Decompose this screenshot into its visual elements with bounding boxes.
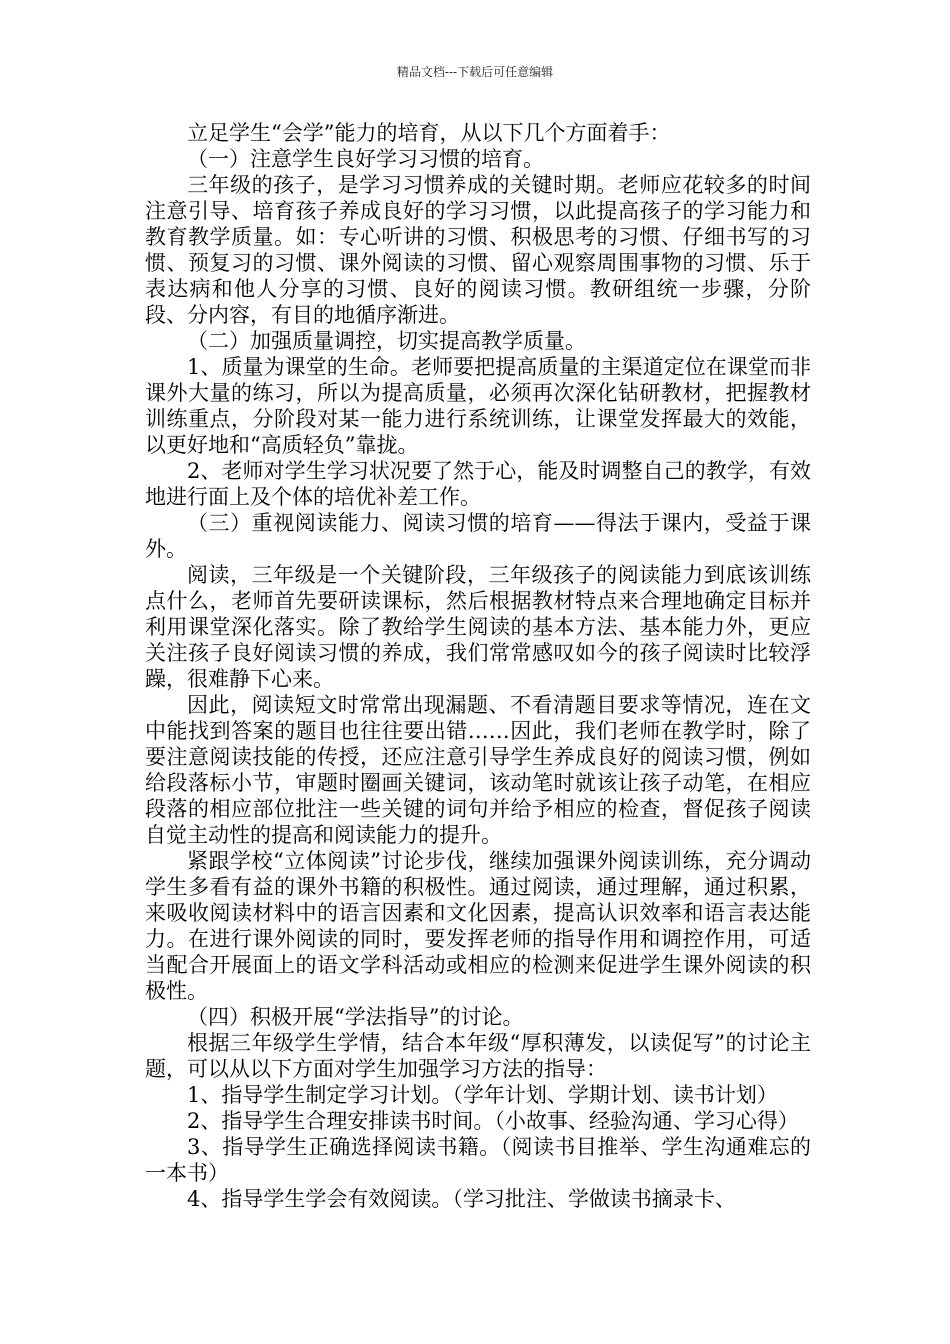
paragraph: 三年级的孩子，是学习习惯养成的关键时期。老师应花较多的时间注意引导、培育孩子养成良好的学习习惯，以此提高孩子的学习能力和教育教学质量。如：专心听讲的习惯、积极思考的习惯、仔细书写的习惯、预复习的习惯、课外阅读的习惯、留心观察周围事物的习惯、乐于表达病和他人分享的习惯、良好的阅读习惯。教研组统一步骤，分阶段、分内容，有目的地循序渐进。 bbox=[145, 173, 811, 327]
list-item: 3、指导学生正确选择阅读书籍。（阅读书目推举、学生沟通难忘的一本书） bbox=[145, 1135, 811, 1185]
paragraph: 阅读，三年级是一个关键阶段，三年级孩子的阅读能力到底该训练点什么，老师首先要研读课标，然后根据教材特点来合理地确定目标并利用课堂深化落实。除了教给学生阅读的基本方法、基本能力外，更应关注孩子良好阅读习惯的养成，我们常常感叹如今的孩子阅读时比较浮躁，很难静下心来。 bbox=[145, 563, 811, 691]
list-item: 1、指导学生制定学习计划。（学年计划、学期计划、读书计划） bbox=[187, 1083, 778, 1107]
list-item: 4、指导学生学会有效阅读。（学习批注、学做读书摘录卡、 bbox=[187, 1187, 736, 1211]
section-heading-4: （四）积极开展“学法指导”的讨论。 bbox=[187, 1005, 524, 1029]
paragraph-intro: 立足学生“会学”能力的培育，从以下几个方面着手： bbox=[187, 121, 671, 145]
document-body bbox=[145, 120, 811, 1212]
section-heading-1: （一）注意学生良好学习习惯的培育。 bbox=[187, 147, 544, 171]
paragraph: 2、老师对学生学习状况要了然于心，能及时调整自己的教学，有效地进行面上及个体的培优补差工作。 bbox=[145, 459, 811, 509]
paragraph: 1、质量为课堂的生命。老师要把提高质量的主渠道定位在课堂而非课外大量的练习，所以为提高质量，必须再次深化钻研教材，把握教材训练重点，分阶段对某一能力进行系统训练，让课堂发挥最大的效能，以更好地和“高质轻负”靠拢。 bbox=[145, 355, 811, 457]
paragraph: 根据三年级学生学情，结合本年级“厚积薄发，以读促写”的讨论主题，可以从以下方面对学生加强学习方法的指导： bbox=[145, 1031, 811, 1081]
paragraph: 紧跟学校“立体阅读”讨论步伐，继续加强课外阅读训练，充分调动学生多看有益的课外书籍的积极性。通过阅读，通过理解，通过积累，来吸收阅读材料中的语言因素和文化因素，提高认识效率和语言表达能力。在进行课外阅读的同时，要发挥老师的指导作用和调控作用，可适当配合开展面上的语文学科活动或相应的检测来促进学生课外阅读的积极性。 bbox=[145, 849, 811, 1003]
page-header: 精品文档---下载后可任意编辑 bbox=[396, 65, 554, 79]
section-heading-2: （二）加强质量调控，切实提高教学质量。 bbox=[187, 329, 586, 353]
section-heading-3: （三）重视阅读能力、阅读习惯的培育——得法于课内，受益于课外。 bbox=[145, 511, 811, 561]
list-item: 2、指导学生合理安排读书时间。（小故事、经验沟通、学习心得） bbox=[187, 1109, 799, 1133]
paragraph: 因此，阅读短文时常常出现漏题、不看清题目要求等情况，连在文中能找到答案的题目也往往要出错……因此，我们老师在教学时，除了要注意阅读技能的传授，还应注意引导学生养成良好的阅读习惯，例如给段落标小节，审题时圈画关键词，该动笔时就该让孩子动笔，在相应段落的相应部位批注一些关键的词句并给予相应的检查，督促孩子阅读自觉主动性的提高和阅读能力的提升。 bbox=[145, 693, 811, 847]
